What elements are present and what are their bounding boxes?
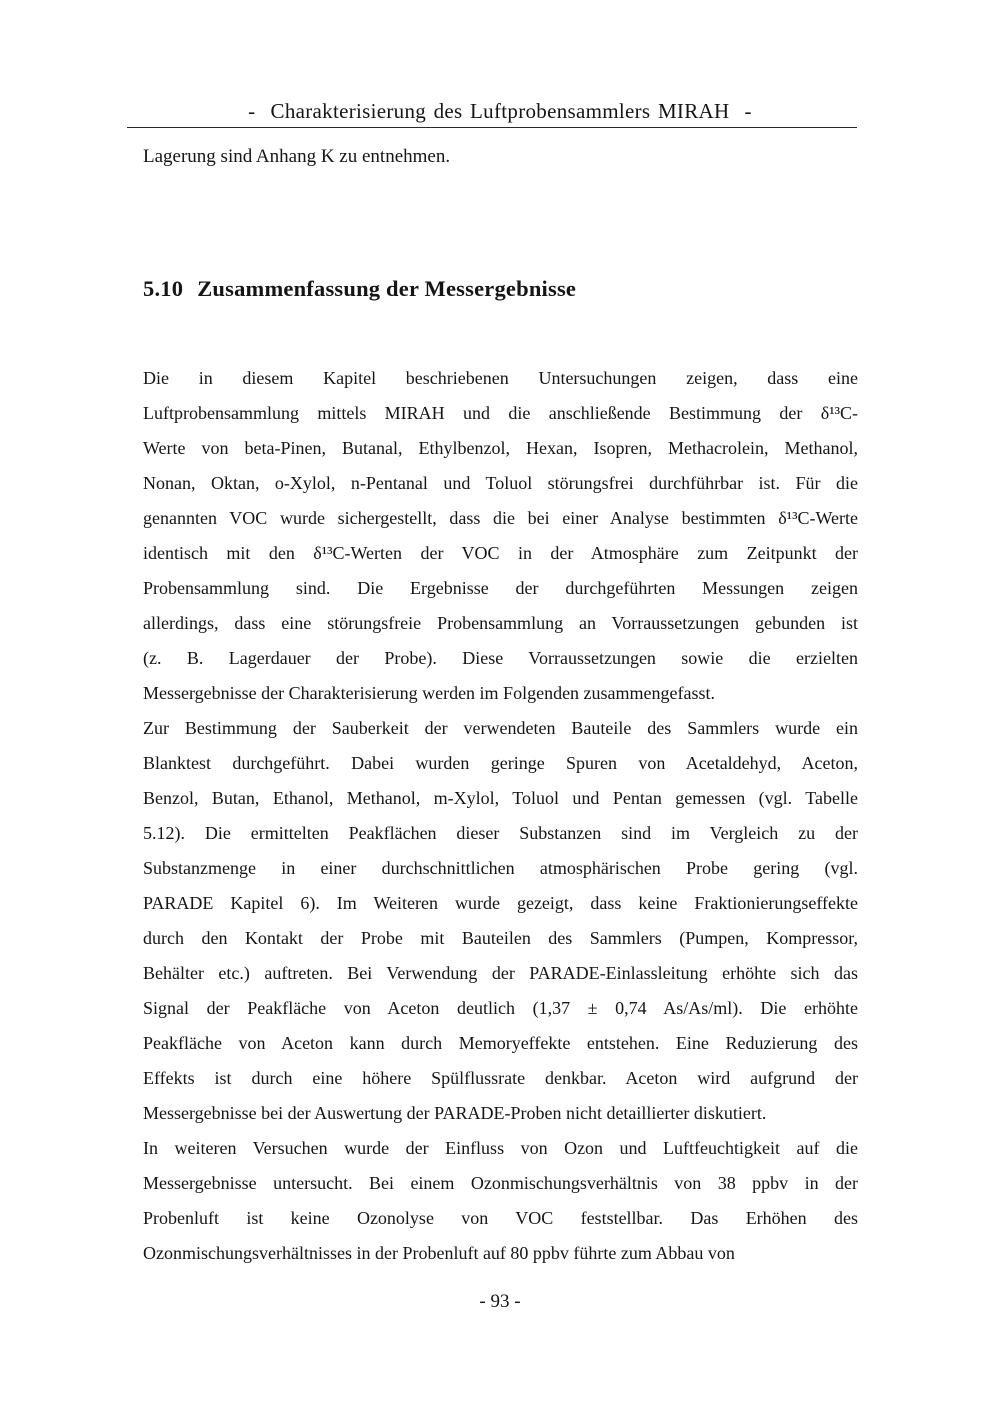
body-line: Messergebnisse untersucht. Bei einem Ozonmischungsverhältnis von 38 ppbv in der — [143, 1173, 858, 1193]
page-number: - 93 - — [479, 1291, 521, 1312]
section-heading — [143, 276, 576, 302]
body-line: 5.12). Die ermittelten Peakflächen dieser Substanzen sind im Vergleich zu der — [143, 823, 858, 843]
body-line: Luftprobensammlung mittels MIRAH und die anschließende Bestimmung der δ¹³C- — [143, 403, 858, 423]
body-line: Messergebnisse bei der Auswertung der PARADE-Proben nicht detaillierter diskutiert. — [143, 1103, 767, 1123]
body-line: allerdings, dass eine störungsfreie Probensammlung an Vorraussetzungen gebunden ist — [143, 613, 858, 633]
body-line: Signal der Peakfläche von Aceton deutlich (1,37 ± 0,74 As/As/ml). Die erhöhte — [143, 998, 858, 1018]
body-line: Peakfläche von Aceton kann durch Memoryeffekte entstehen. Eine Reduzierung des — [143, 1033, 858, 1053]
body-line: Die in diesem Kapitel beschriebenen Untersuchungen zeigen, dass eine — [143, 368, 858, 388]
body-line: Messergebnisse der Charakterisierung werden im Folgenden zusammengefasst. — [143, 683, 716, 703]
body-line: Ozonmischungsverhältnisses in der Probenluft auf 80 ppbv führte zum Abbau von — [143, 1243, 735, 1263]
body-line: In weiteren Versuchen wurde der Einfluss von Ozon und Luftfeuchtigkeit auf die — [143, 1138, 858, 1158]
header-rule-divider — [127, 127, 857, 128]
body-line: Effekts ist durch eine höhere Spülflussrate denkbar. Aceton wird aufgrund der — [143, 1068, 858, 1088]
body-line: PARADE Kapitel 6). Im Weiteren wurde gezeigt, dass keine Fraktionierungseffekte — [143, 893, 858, 913]
body-line: Substanzmenge in einer durchschnittlichen atmosphärischen Probe gering (vgl. — [143, 858, 858, 878]
body-paragraphs — [143, 361, 858, 1271]
section-number: 5.10 — [143, 276, 184, 301]
section-title: Zusammenfassung der Messergebnisse — [197, 276, 577, 301]
body-line: (z. B. Lagerdauer der Probe). Diese Vorraussetzungen sowie die erzielten — [143, 648, 858, 668]
body-line: Blanktest durchgeführt. Dabei wurden geringe Spuren von Acetaldehyd, Aceton, — [143, 753, 858, 773]
body-line: Probenluft ist keine Ozonolyse von VOC feststellbar. Das Erhöhen des — [143, 1208, 858, 1228]
body-line: genannten VOC wurde sichergestellt, dass die bei einer Analyse bestimmten δ¹³C-Werte — [143, 508, 858, 528]
body-line: Behälter etc.) auftreten. Bei Verwendung der PARADE-Einlassleitung erhöhte sich das — [143, 963, 858, 983]
body-line: durch den Kontakt der Probe mit Bauteilen des Sammlers (Pumpen, Kompressor, — [143, 928, 858, 948]
running-header-title: - Charakterisierung des Luftprobensammlers MIRAH - — [248, 99, 752, 123]
body-line: Benzol, Butan, Ethanol, Methanol, m-Xylol, Toluol und Pentan gemessen (vgl. Tabelle — [143, 788, 858, 808]
body-line: Probensammlung sind. Die Ergebnisse der durchgeführten Messungen zeigen — [143, 578, 858, 598]
body-line: identisch mit den δ¹³C-Werten der VOC in der Atmosphäre zum Zeitpunkt der — [143, 543, 858, 563]
intro-text: Lagerung sind Anhang K zu entnehmen. — [143, 146, 451, 167]
body-line: Werte von beta-Pinen, Butanal, Ethylbenzol, Hexan, Isopren, Methacrolein, Methanol, — [143, 438, 858, 458]
body-line: Nonan, Oktan, o-Xylol, n-Pentanal und Toluol störungsfrei durchführbar ist. Für die — [143, 473, 858, 493]
body-line: Zur Bestimmung der Sauberkeit der verwendeten Bauteile des Sammlers wurde ein — [143, 718, 858, 738]
